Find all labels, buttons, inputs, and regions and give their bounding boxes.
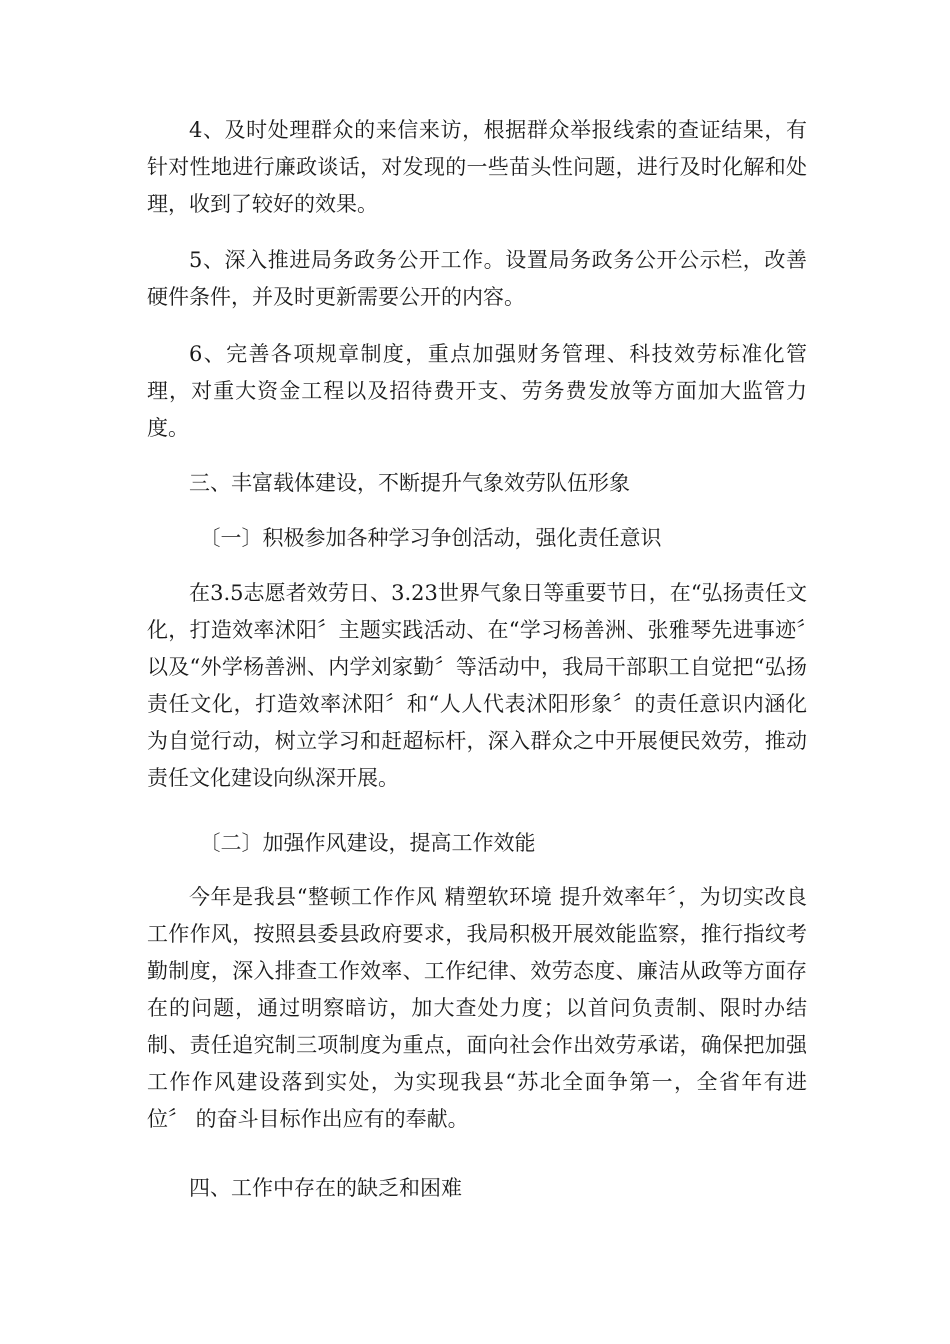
section-heading-four: 四、工作中存在的缺乏和困难	[189, 1176, 462, 1200]
section-heading-three: 三、丰富载体建设，不断提升气象效劳队伍形象	[189, 471, 630, 495]
subsection-heading-two: 〔二〕加强作风建设，提高工作效能	[199, 831, 536, 855]
paragraph-item-5: 5、深入推进局务政务公开工作。设置局务政务公开公示栏，改善硬件条件，并及时更新需要公开的内容。	[147, 248, 807, 309]
paragraph-study-activities: 在3.5志愿者效劳日、3.23世界气象日等重要节日，在“弘扬责任文化，打造效率沭阳〞主题实践活动、在“学习杨善洲、张雅琴先进事迹〞以及“外学杨善洲、内学刘家勤〞等活动中，我局干部职工自觉把“弘扬责任文化，打造效率沭阳〞和“人人代表沭阳形象〞的责任意识内涵化为自觉行动，树立学习和赶超标杆，深入群众之中开展便民效劳，推动责任文化建设向纵深开展。	[147, 581, 807, 790]
paragraph-item-6: 6、完善各项规章制度，重点加强财务管理、科技效劳标准化管理，对重大资金工程以及招待费开支、劳务费发放等方面加大监管力度。	[147, 342, 807, 440]
subsection-heading-one: 〔一〕积极参加各种学习争创活动，强化责任意识	[199, 526, 662, 550]
paragraph-item-4: 4、及时处理群众的来信来访，根据群众举报线索的查证结果，有针对性地进行廉政谈话，对发现的一些苗头性问题，进行及时化解和处理，收到了较好的效果。	[147, 118, 807, 216]
paragraph-work-style: 今年是我县“整顿工作作风 精塑软环境 提升效率年〞，为切实改良工作作风，按照县委县政府要求，我局积极开展效能监察，推行指纹考勤制度，深入排查工作效率、工作纪律、效劳态度、廉洁从政等方面存在的问题，通过明察暗访，加大查处力度；以首问负责制、限时办结制、责任追究制三项制度为重点，面向社会作出效劳承诺，确保把加强工作作风建设落到实处，为实现我县“苏北全面争第一，全省年有进位〞 的奋斗目标作出应有的奉献。	[147, 885, 807, 1131]
